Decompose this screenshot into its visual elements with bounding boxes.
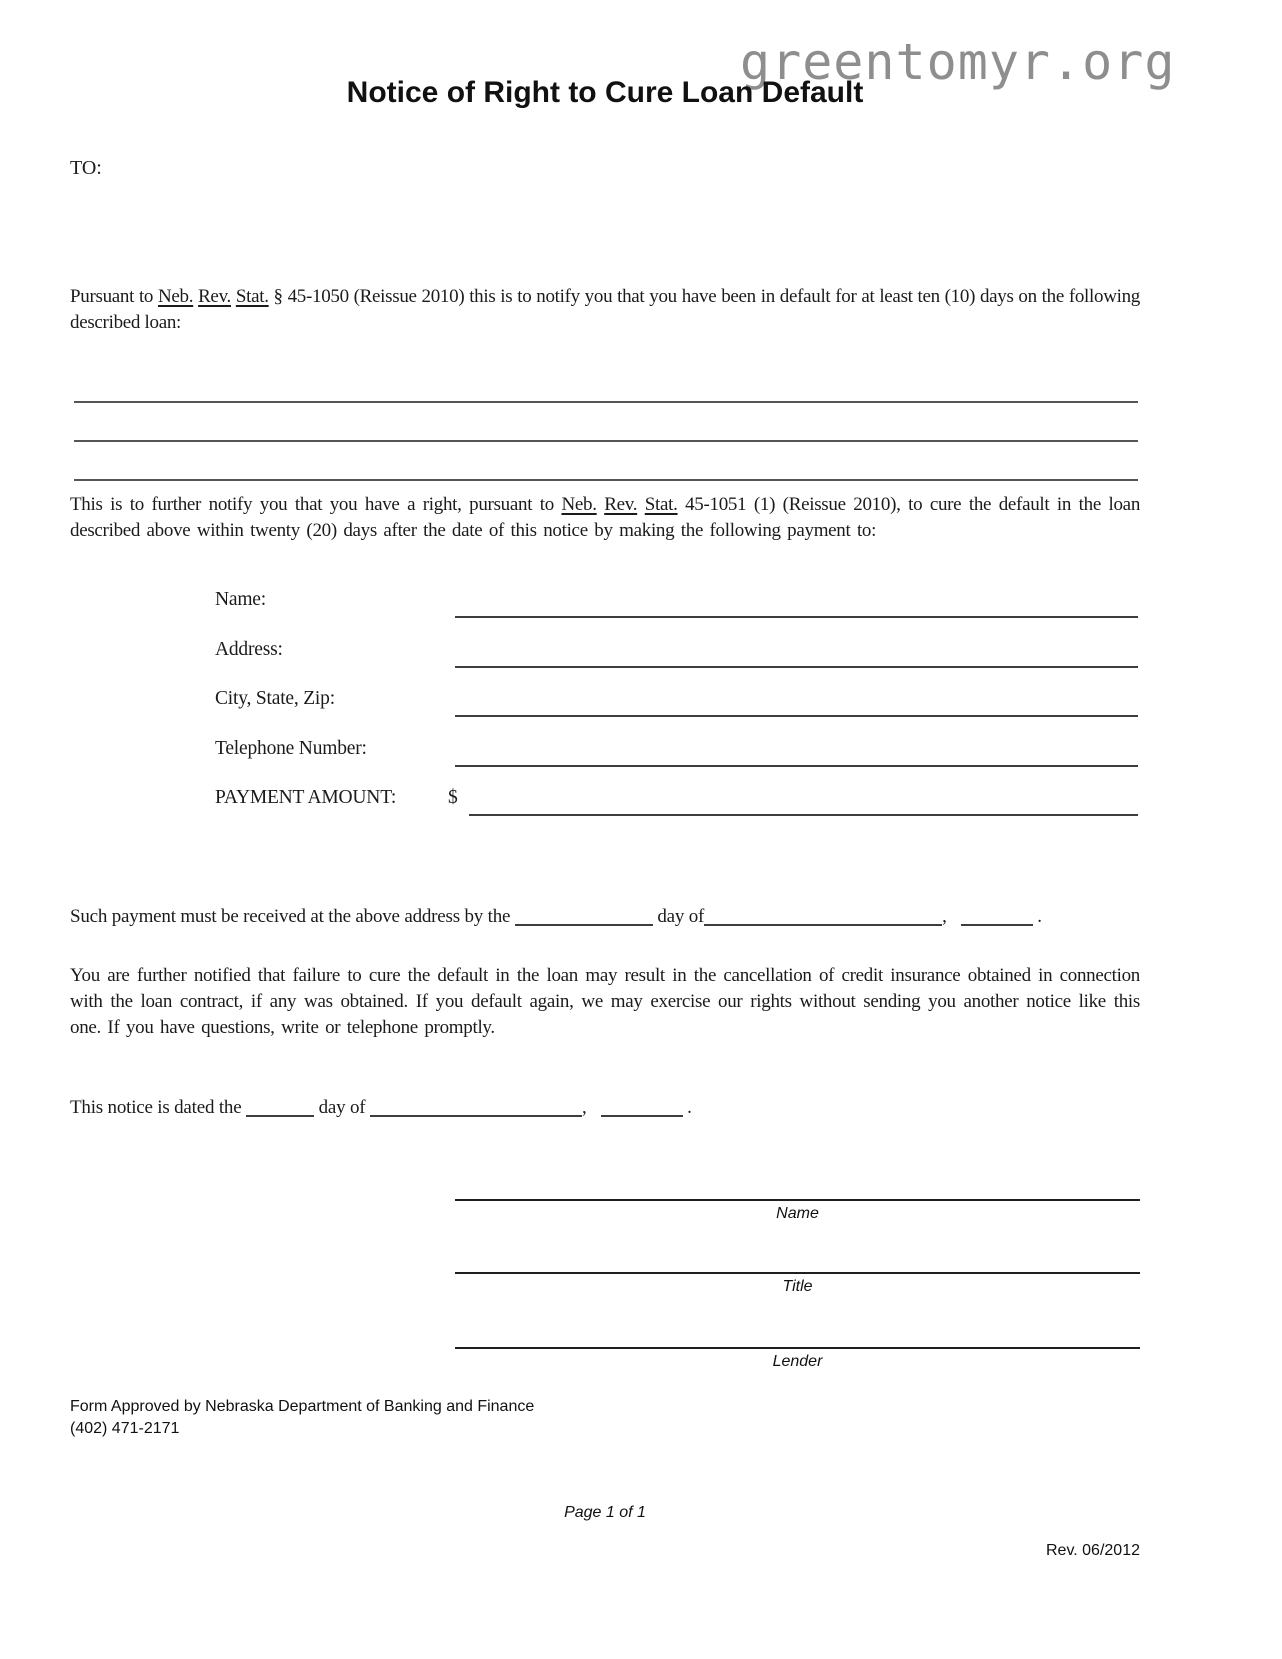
field-line-city-state-zip	[455, 715, 1138, 717]
citation-stat-2: Stat.	[644, 494, 678, 515]
field-label-telephone: Telephone Number:	[215, 737, 367, 759]
such-payment-text-2: day of	[657, 906, 705, 928]
signature-block-name	[455, 1199, 1140, 1223]
dated-day-blank	[246, 1100, 314, 1117]
form-approval-note	[70, 1396, 534, 1440]
statute-notice-paragraph	[70, 284, 1140, 336]
deadline-day-blank	[515, 909, 653, 926]
dollar-sign: $	[448, 787, 458, 808]
deadline-year-blank	[961, 909, 1033, 926]
payment-address-fields	[215, 589, 1138, 837]
signature-label-name: Name	[776, 1205, 819, 1222]
field-line-payment-amount	[469, 814, 1138, 816]
to-label: TO:	[70, 157, 102, 179]
approval-line-1: Form Approved by Nebraska Department of Banking and Finance	[70, 1398, 535, 1415]
watermark-text: greentomyr.org	[740, 33, 1176, 91]
citation-rev-2: Rev.	[604, 494, 638, 515]
dated-year-blank	[601, 1100, 683, 1117]
field-row-payment-amount	[215, 787, 1138, 837]
loan-description-line-2	[74, 440, 1138, 442]
credit-insurance-paragraph: You are further notified that failure to cure the default in the loan may result in the cancellation of credit insurance obtained in connection with the loan contract, if any was obtained. If you default again, we may exercise our rights without sending you another notice like this one. If you have questions, write or telephone promptly.	[70, 965, 1140, 1038]
signature-line-lender	[455, 1347, 1140, 1349]
citation-neb-2: Neb.	[561, 494, 597, 515]
field-label-address: Address:	[215, 638, 283, 660]
field-label-payment-amount: PAYMENT AMOUNT:	[215, 787, 397, 808]
signature-block-lender	[455, 1347, 1140, 1371]
dated-period: .	[687, 1097, 692, 1119]
approval-line-2: (402) 471-2171	[70, 1420, 180, 1437]
field-label-city-state-zip: City, State, Zip:	[215, 688, 335, 709]
dated-text-1: This notice is dated the	[70, 1097, 242, 1119]
para2-text-2: 45-1051 (1) (Reissue 2010), to cure the default in the loan described above within twenty (20) days after the date of this notice by making the following payment to:	[70, 494, 1141, 541]
citation-stat: Stat.	[235, 286, 269, 307]
deadline-month-blank	[704, 909, 942, 926]
signature-line-title	[455, 1272, 1140, 1274]
loan-description-line-3	[74, 479, 1138, 481]
field-row-city-state-zip	[215, 688, 1138, 738]
dated-month-blank	[370, 1100, 582, 1117]
notice-date-sentence	[70, 1096, 1155, 1119]
para2-sep-2	[637, 494, 645, 515]
field-row-telephone	[215, 738, 1138, 788]
field-row-address	[215, 639, 1138, 689]
payment-deadline-sentence	[70, 905, 1155, 928]
citation-rev: Rev.	[198, 286, 231, 307]
signature-label-lender: Lender	[772, 1353, 823, 1370]
field-label-name: Name:	[215, 589, 266, 610]
citation-neb: Neb.	[157, 286, 194, 307]
dated-text-2: day of	[318, 1097, 366, 1119]
para1-text-2: § 45-1050 (Reissue 2010) this is to notify you that you have been in default for at least ten (10) days on the following described loan:	[70, 286, 1141, 333]
field-line-name	[455, 616, 1138, 618]
field-row-name	[215, 589, 1138, 639]
para1-text-1: Pursuant to	[70, 286, 158, 307]
signature-line-name	[455, 1199, 1140, 1201]
such-payment-text-1: Such payment must be received at the above address by the	[70, 906, 511, 928]
signature-block-title	[455, 1272, 1140, 1296]
field-line-telephone	[455, 765, 1138, 767]
field-line-address	[455, 666, 1138, 668]
document-title: Notice of Right to Cure Loan Default	[346, 76, 864, 109]
revision-label: Rev. 06/2012	[1046, 1542, 1140, 1559]
para2-text-1: This is to further notify you that you have a right, pursuant to	[70, 494, 562, 515]
signature-label-title: Title	[782, 1278, 813, 1295]
cure-right-paragraph	[70, 492, 1140, 544]
dated-comma: ,	[581, 1097, 587, 1119]
such-payment-comma: ,	[942, 906, 947, 928]
such-payment-period: .	[1037, 906, 1042, 928]
loan-description-line-1	[74, 401, 1138, 403]
page-number: Page 1 of 1	[564, 1504, 646, 1521]
